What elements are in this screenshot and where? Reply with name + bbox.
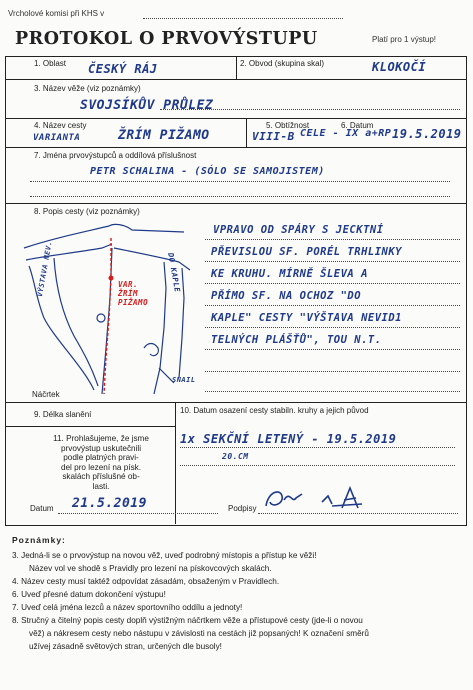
sketch-route-line-1: VAR. bbox=[118, 280, 139, 289]
note-line: užívej zásadně světových stran, určených dle busoly! bbox=[29, 642, 222, 651]
field-7-value: PETR SCHALINA - (SÓLO SE SAMOJISTEM) bbox=[90, 166, 325, 177]
note-line: 6. Uveď přesné datum dokončení výstupu! bbox=[12, 590, 166, 599]
col-divider bbox=[175, 402, 176, 524]
note-line: 8. Stručný a čitelný popis cesty doplň výstižným náčrtkem věže a přístupové cesty (jde-li o novou bbox=[12, 616, 363, 625]
notes-heading: Poznámky: bbox=[12, 535, 66, 545]
field-6-label: 6. Datum bbox=[341, 121, 374, 130]
route-sketch bbox=[14, 218, 202, 400]
description-dots bbox=[205, 371, 460, 372]
declaration-line: prvovýstup uskutečnili bbox=[60, 443, 142, 453]
field-8-label: 8. Popis cesty (viz poznámky) bbox=[34, 207, 140, 216]
row-divider bbox=[5, 147, 466, 148]
description-dots bbox=[205, 261, 460, 262]
sketch-left-label: VÝSTAVA NEV. bbox=[36, 240, 54, 298]
row-divider bbox=[5, 402, 466, 403]
field-7-dots bbox=[30, 196, 450, 197]
field-5-extra: CELE - IX a+RP bbox=[300, 128, 392, 139]
sketch-route-line-2: ŽRÍM bbox=[118, 289, 139, 298]
row-divider bbox=[5, 203, 466, 204]
field-10-dots bbox=[180, 447, 455, 448]
declaration-line: skalách příslušné ob- bbox=[62, 472, 140, 482]
field-7-label: 7. Jména prvovýstupců a oddílová příslušnost bbox=[34, 151, 197, 160]
description-line: KAPLE" CESTY "VÝŠTAVA NEVID1 bbox=[211, 312, 403, 324]
field-3-label: 3. Název věže (viz poznámky) bbox=[34, 84, 141, 93]
signature-image bbox=[262, 482, 372, 514]
field-4-value: ŽRÍM PIŽAMO bbox=[118, 128, 210, 143]
field-5-value: VIII-B bbox=[252, 130, 295, 143]
field-6-value: 19.5.2019 bbox=[392, 127, 462, 141]
sketch-route-name bbox=[118, 280, 148, 307]
field-9-label: 9. Délka slanění bbox=[34, 410, 92, 419]
description-line: KE KRUHU. MÍRNĚ ŠLEVA A bbox=[211, 268, 368, 280]
sketch-route-line-3: PIŽAMO bbox=[118, 298, 149, 307]
col-divider bbox=[246, 118, 247, 148]
field-11-declaration bbox=[28, 434, 174, 492]
row-divider bbox=[5, 426, 175, 427]
declaration-line: lasti. bbox=[92, 481, 110, 491]
date-value: 21.5.2019 bbox=[72, 496, 147, 511]
field-10-label: 10. Datum osazení cesty stabiln. kruhy a jejich původ bbox=[180, 406, 369, 415]
signature-label: Podpisy bbox=[228, 504, 257, 513]
date-label: Datum bbox=[30, 504, 54, 513]
field-5-label: 5. Obtížnost bbox=[266, 121, 310, 130]
description-line: PŘÍMO SF. NA OCHOZ "DO bbox=[211, 290, 362, 302]
field-10-dots bbox=[180, 465, 455, 466]
field-2-value: KLOKOČÍ bbox=[372, 60, 427, 74]
declaration-line: 11. Prohlašujeme, že jsme bbox=[53, 434, 149, 443]
note-line: 4. Název cesty musí taktéž odpovídat zásadám, obsaženým v Pravidlech. bbox=[12, 577, 280, 586]
field-4-label: 4. Název cesty bbox=[34, 121, 87, 130]
field-3-value: SVOJSÍKŮV PRŮLEZ bbox=[80, 98, 214, 113]
club-line-dots bbox=[143, 18, 343, 19]
description-dots bbox=[205, 391, 460, 392]
declaration-line: podle platných pravi- bbox=[63, 453, 139, 463]
field-10-value: 1x SEKČNÍ LETENÝ - 19.5.2019 bbox=[180, 432, 397, 446]
col-divider bbox=[236, 56, 237, 80]
note-line: 3. Jedná-li se o prvovýstup na novou věž, uveď podrobný místopis a přístup ke věži! bbox=[12, 551, 317, 560]
description-line: TELNÝCH PLÁŠŤŮ", TOU N.T. bbox=[211, 334, 382, 346]
field-1-value: ČESKÝ RÁJ bbox=[88, 62, 158, 76]
sheet-note: Platí pro 1 výstup! bbox=[372, 35, 437, 44]
field-2-label: 2. Obvod (skupina skal) bbox=[240, 59, 325, 68]
description-line: VPRAVO OD SPÁRY S JECKTNÍ bbox=[213, 224, 384, 236]
field-7-dots bbox=[30, 181, 450, 182]
row-divider bbox=[5, 118, 466, 119]
description-dots bbox=[205, 327, 460, 328]
description-dots bbox=[205, 305, 460, 306]
field-3-dots bbox=[160, 109, 460, 110]
field-10-sub: 20.CM bbox=[222, 452, 249, 461]
page-title: PROTOKOL O PRVOVÝSTUPU bbox=[15, 29, 318, 49]
sketch-snail-label: SNAIL bbox=[172, 376, 196, 384]
description-dots bbox=[205, 349, 460, 350]
note-line: Název vol ve shodě s Pravidly pro lezení na pískovcových skalách. bbox=[29, 564, 272, 573]
description-line: PŘEVISLOU SF. PORÉL TRHLINKY bbox=[211, 246, 403, 258]
note-line: věž) a nákresem cesty nebo nástupu v závislosti na cestách již popsaných! K označení směrů bbox=[29, 629, 369, 638]
club-line: Vrcholové komisi při KHS v bbox=[8, 9, 105, 18]
sketch-right-label: DO KAPLE bbox=[166, 252, 182, 294]
sketch-label: Náčrtek bbox=[32, 390, 60, 399]
description-dots bbox=[205, 283, 460, 284]
date-dots bbox=[58, 513, 218, 514]
description-dots bbox=[205, 239, 460, 240]
note-line: 7. Uveď celá jména lezců a název sportovního oddílu a jednoty! bbox=[12, 603, 243, 612]
field-1-label: 1. Oblast bbox=[34, 59, 67, 68]
field-4-prefix: VARIANTA bbox=[33, 133, 81, 143]
declaration-line: del pro lezení na písk. bbox=[60, 462, 142, 472]
notes-list bbox=[12, 549, 369, 653]
